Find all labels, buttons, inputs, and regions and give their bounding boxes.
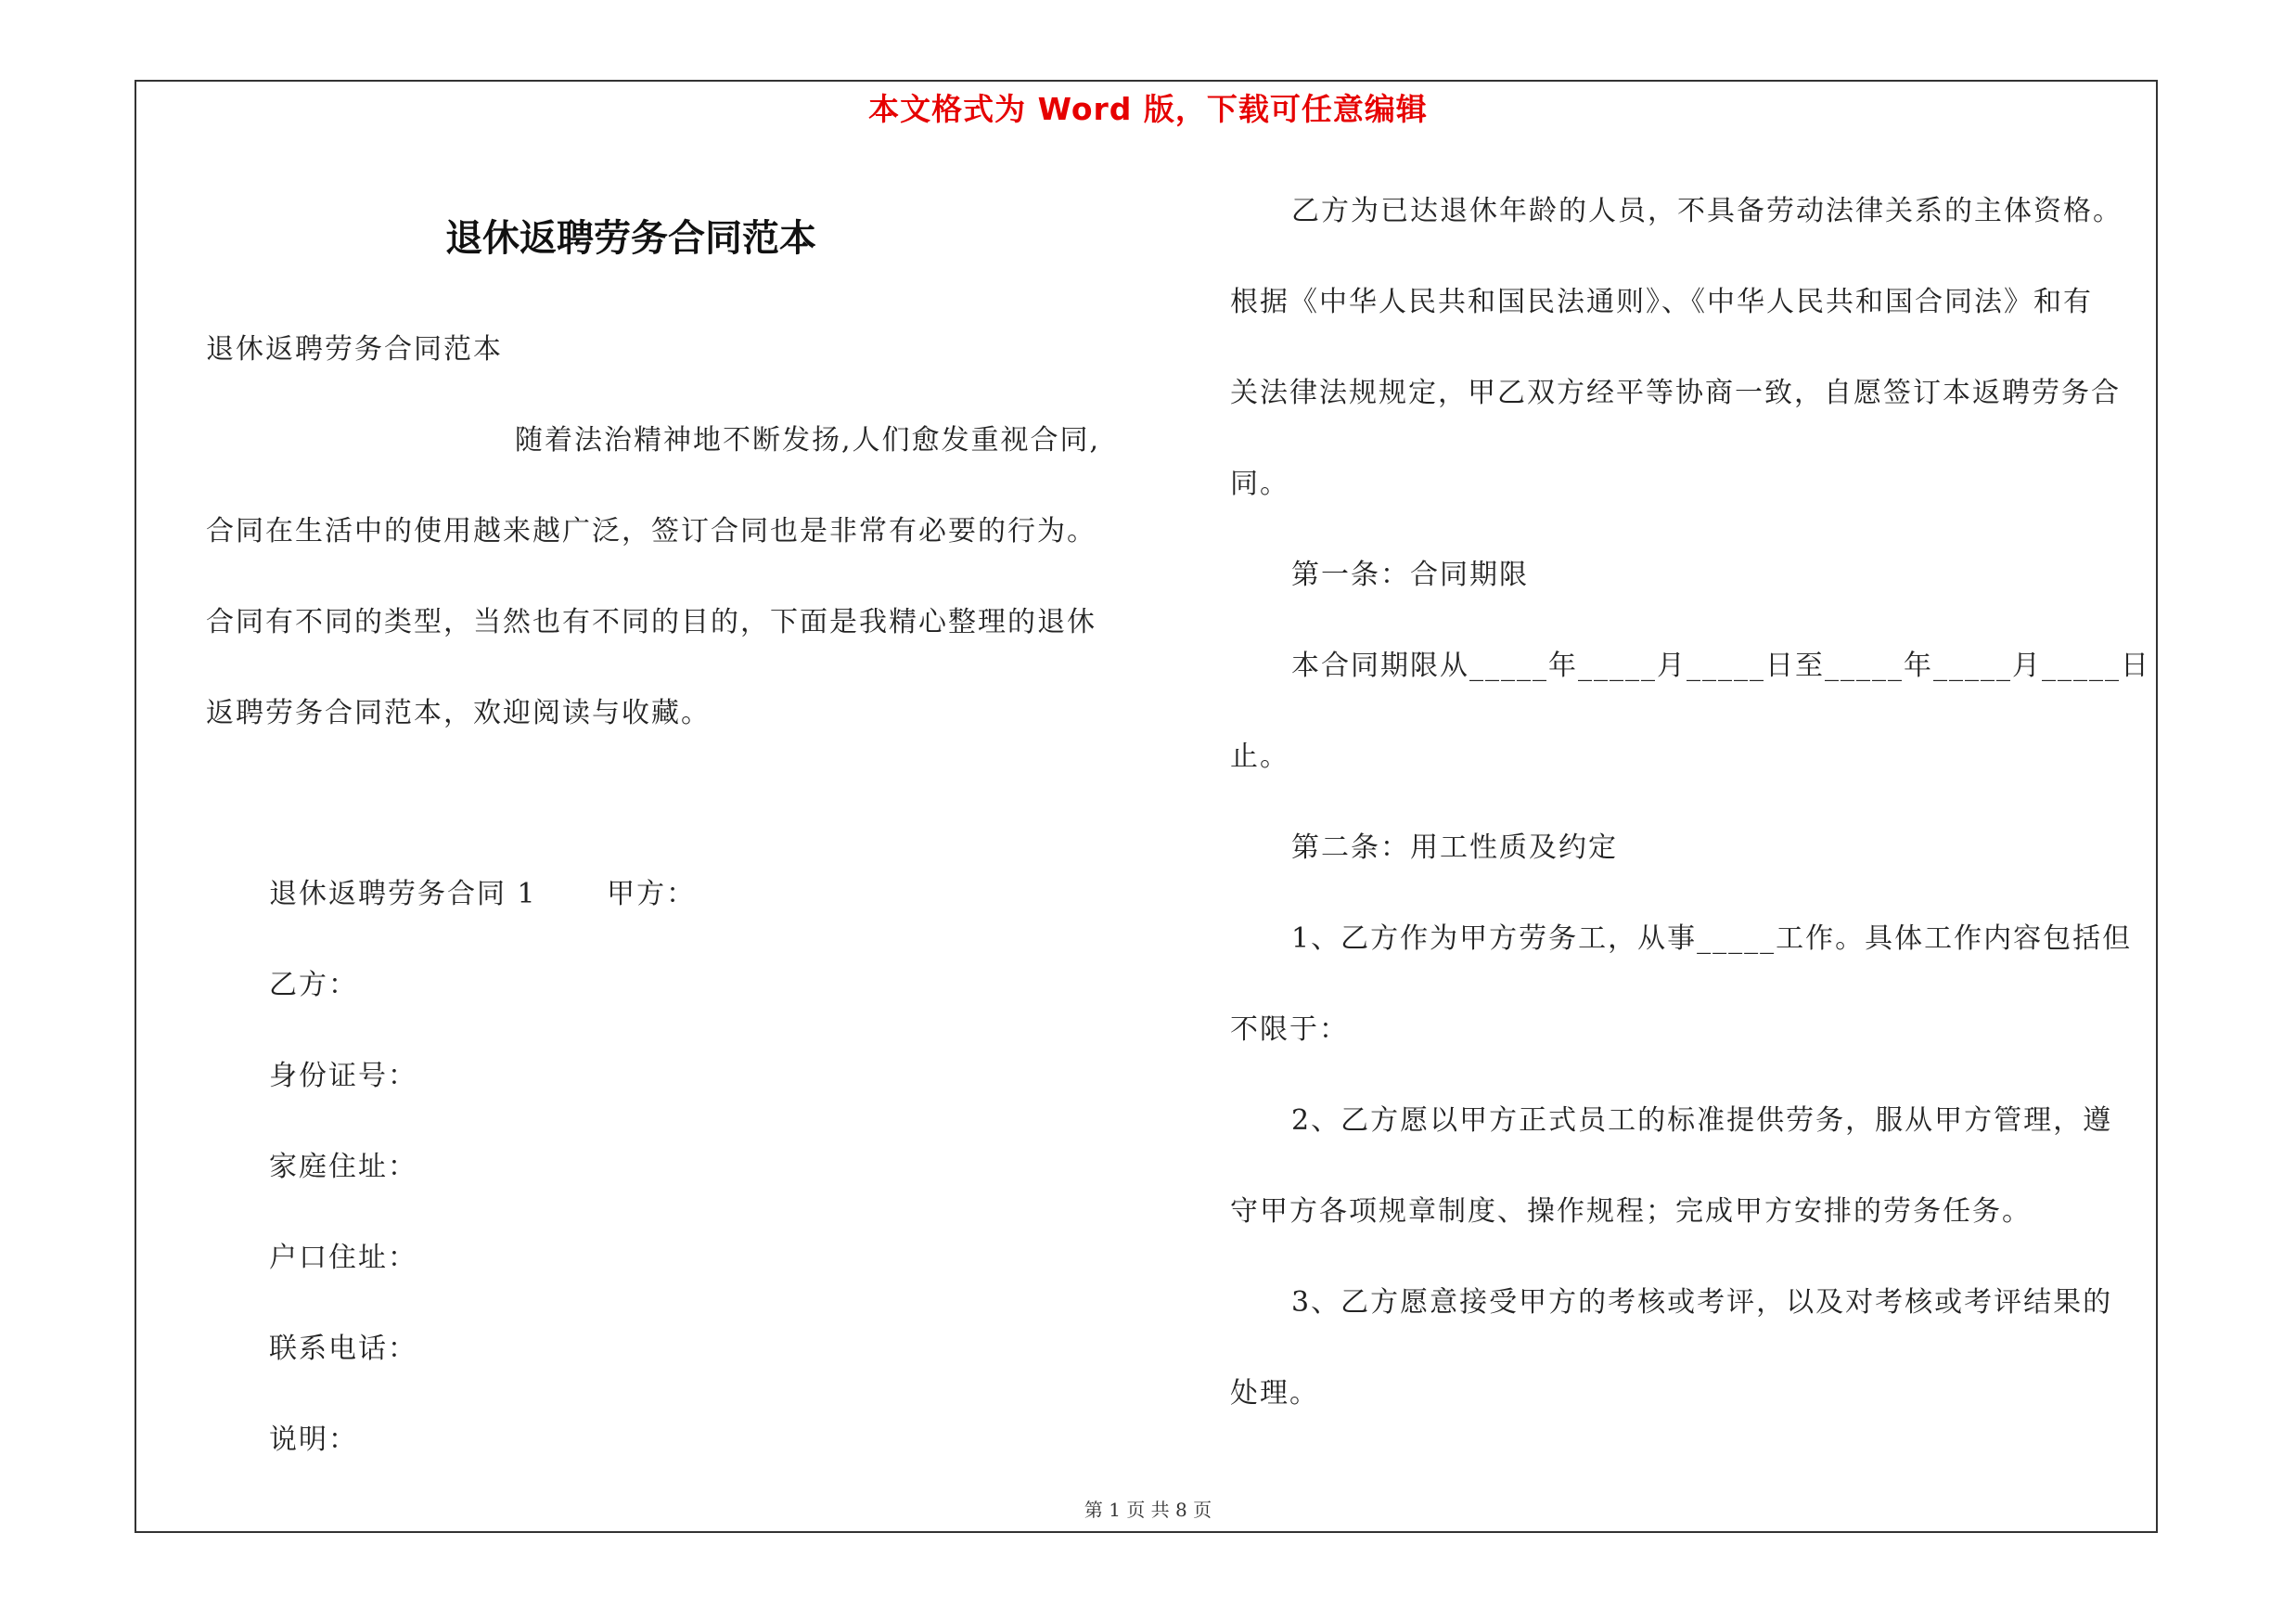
paragraph-line: 处理。 — [1230, 1377, 1319, 1410]
page-number-footer: 第 1 页 共 8 页 — [1084, 1499, 1212, 1521]
field-contract-party-a: 退休返聘劳务合同 1 甲方： — [269, 878, 697, 910]
paragraph-line: 3、乙方愿意接受甲方的考核或考评，以及对考核或考评结果的 — [1291, 1286, 2113, 1319]
word-format-banner: 本文格式为 Word 版，下载可任意编辑 — [868, 91, 1428, 127]
field-note: 说明： — [269, 1423, 358, 1456]
paragraph-line: 关法律法规规定，甲乙双方经平等协商一致，自愿签订本返聘劳务合 — [1230, 377, 2121, 409]
field-registered-address: 户口住址： — [269, 1242, 417, 1274]
intro-line: 合同有不同的类型，当然也有不同的目的，下面是我精心整理的退休 — [206, 606, 1097, 638]
article-2-heading: 第二条：用工性质及约定 — [1291, 831, 1618, 864]
intro-line: 随着法治精神地不断发扬,人们愈发重视合同, — [515, 424, 1101, 457]
field-phone: 联系电话： — [269, 1333, 417, 1365]
paragraph-line: 止。 — [1230, 741, 1289, 773]
field-id-number: 身份证号： — [269, 1060, 417, 1092]
paragraph-line: 根据《中华人民共和国民法通则》、《中华人民共和国合同法》和有 — [1230, 286, 2093, 318]
paragraph-line: 1、乙方作为甲方劳务工，从事_____工作。具体工作内容包括但 — [1291, 922, 2133, 955]
document-title: 退休返聘劳务合同范本 — [445, 217, 816, 260]
paragraph-line: 本合同期限从_____年_____月_____日至_____年_____月_____日 — [1291, 650, 2150, 682]
paragraph-line: 乙方为已达退休年龄的人员，不具备劳动法律关系的主体资格。 — [1291, 195, 2123, 227]
intro-line: 合同在生活中的使用越来越广泛，签订合同也是非常有必要的行为。 — [206, 515, 1097, 547]
paragraph-line: 同。 — [1230, 468, 1289, 500]
field-party-b: 乙方： — [269, 969, 358, 1001]
article-1-heading: 第一条：合同期限 — [1291, 559, 1529, 591]
intro-line: 返聘劳务合同范本，欢迎阅读与收藏。 — [206, 697, 711, 729]
paragraph-line: 守甲方各项规章制度、操作规程；完成甲方安排的劳务任务。 — [1230, 1195, 2032, 1228]
paragraph-line: 不限于： — [1230, 1013, 1349, 1046]
left-subtitle: 退休返聘劳务合同范本 — [206, 333, 503, 366]
paragraph-line: 2、乙方愿以甲方正式员工的标准提供劳务，服从甲方管理，遵 — [1291, 1104, 2113, 1137]
field-home-address: 家庭住址： — [269, 1151, 417, 1183]
